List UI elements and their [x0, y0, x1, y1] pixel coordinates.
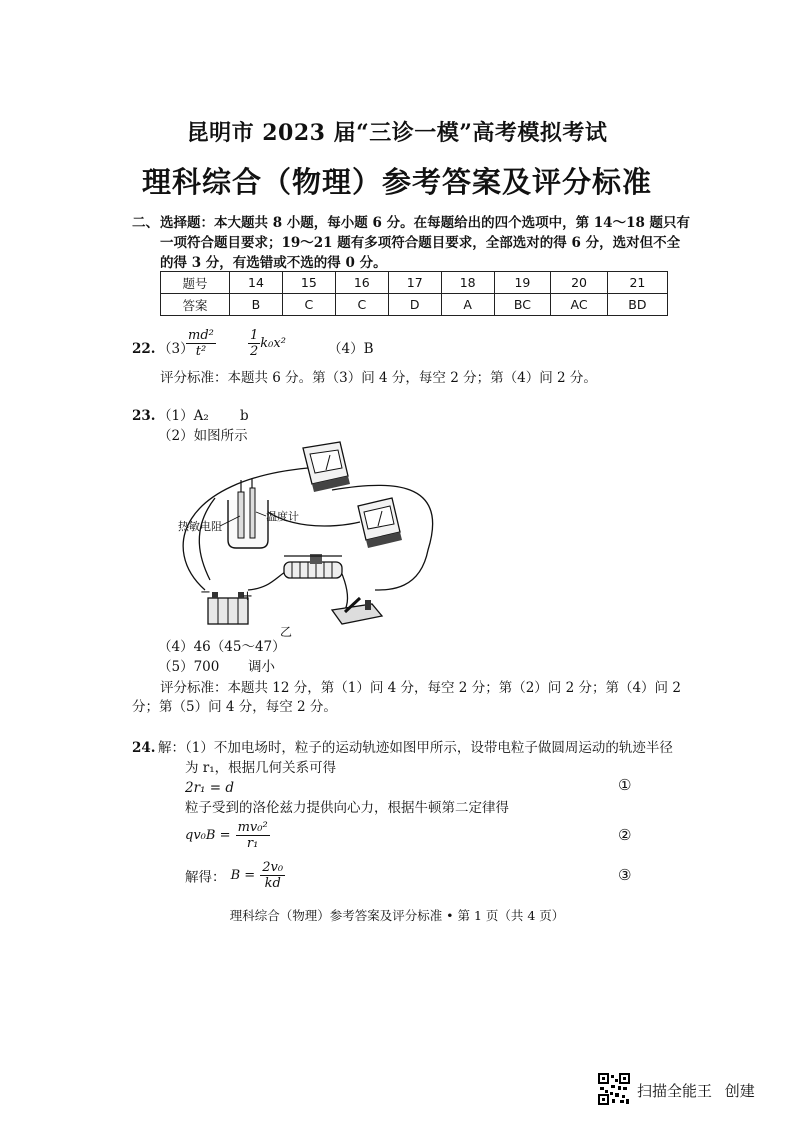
meter-icon	[303, 442, 350, 492]
q24-equation-1: 2r₁ = d	[185, 780, 234, 796]
answer-cell: BD	[607, 294, 667, 316]
answer-cell: C	[335, 294, 388, 316]
question-number: 15	[282, 272, 335, 294]
section-instructions-line1: 选择题：本大题共 8 小题，每小题 6 分。在每题给出的四个选项中，第 14～18 题只有	[160, 215, 691, 231]
section-instructions-line3: 的得 3 分，有选错或不选的得 0 分。	[160, 255, 387, 271]
equation-left: qv₀B =	[185, 828, 231, 843]
q24-line2: 为 r₁，根据几何关系可得	[185, 760, 337, 776]
q22-number: 22.	[132, 341, 156, 357]
answer-cell: AC	[551, 294, 608, 316]
q22-part4: （4）B	[328, 341, 374, 357]
q23-scoring-line1: 评分标准：本题共 12 分，第（1）问 4 分，每空 2 分；第（2）问 2 分；第（4）问 2	[160, 680, 681, 696]
question-number: 16	[335, 272, 388, 294]
watermark-text	[637, 1080, 755, 1101]
q22-scoring: 评分标准：本题共 6 分。第（3）问 4 分，每空 2 分；第（4）问 2 分。	[160, 370, 597, 386]
q24-intro: 解：（1）不加电场时，粒子的运动轨迹如图甲所示，设带电粒子做圆周运动的轨迹半径	[158, 740, 673, 756]
equation-left: B =	[230, 868, 256, 883]
q23-part1-second: b	[240, 408, 249, 424]
question-number: 14	[230, 272, 283, 294]
qr-code-icon	[598, 1073, 630, 1105]
q24-equation-2	[185, 820, 270, 851]
switch-icon	[332, 598, 382, 624]
row-header-number: 题号	[161, 272, 230, 294]
q24-number: 24.	[132, 740, 156, 756]
equation-marker-3: ③	[618, 866, 632, 884]
q24-line3: 粒子受到的洛伦兹力提供向心力，根据牛顿第二定律得	[185, 800, 509, 816]
q23-part5: （5）700	[158, 659, 220, 675]
fraction-numerator: md²	[188, 328, 214, 343]
question-number: 21	[607, 272, 667, 294]
wire	[199, 498, 215, 580]
section-number: 二、	[132, 215, 159, 231]
watermark-action: 创建	[724, 1082, 755, 1100]
circuit-diagram	[160, 440, 460, 640]
answer-table	[160, 271, 668, 316]
section-instructions-line2: 一项符合题目要求；19～21 题有多项符合题目要求，全部选对的得 6 分，选对但不全	[160, 235, 681, 251]
answer-cell: A	[441, 294, 494, 316]
table-row-numbers	[161, 272, 668, 294]
equation-marker-2: ②	[618, 826, 632, 844]
fraction-denominator: 2	[250, 344, 259, 359]
battery-plus-label: +	[242, 589, 253, 604]
diagram-caption: 乙	[280, 625, 293, 639]
q24-equation-3	[185, 860, 285, 891]
q23-part5-second: 调小	[248, 659, 275, 675]
answer-cell: BC	[494, 294, 551, 316]
answer-cell: D	[388, 294, 441, 316]
meter-icon	[358, 498, 402, 548]
fraction-denominator: t²	[195, 344, 207, 359]
wire	[248, 570, 288, 590]
fraction-numerator: 2v₀	[262, 860, 284, 875]
q22-answer-energy	[248, 328, 286, 359]
battery-minus-label: −	[200, 585, 211, 600]
page-footer: 理科综合（物理）参考答案及评分标准 • 第 1 页（共 4 页）	[229, 908, 565, 923]
answer-cell: B	[230, 294, 283, 316]
rheostat-icon	[284, 554, 342, 578]
q22-part3-label: （3）	[158, 341, 194, 357]
q23-part2: （2）如图所示	[158, 428, 248, 444]
equation-marker-1: ①	[618, 776, 632, 794]
document-subtitle: 理科综合（物理）参考答案及评分标准	[141, 165, 652, 199]
fraction-denominator: kd	[264, 876, 281, 891]
q23-number: 23.	[132, 408, 156, 424]
energy-expression: k₀x²	[260, 336, 286, 351]
thermistor-label: 热敏电阻	[178, 520, 222, 533]
q23-scoring-line2: 分；第（5）问 4 分，每空 2 分。	[132, 699, 337, 715]
q23-part4: （4）46（45～47）	[158, 639, 286, 655]
equation-prefix: 解得：	[185, 869, 226, 886]
watermark-brand: 扫描全能王	[637, 1082, 713, 1100]
exam-title: 昆明市 2023 届“三诊一模”高考模拟考试	[186, 120, 608, 146]
fraction-numerator: mv₀²	[237, 820, 268, 835]
fraction-numerator: 1	[250, 328, 259, 343]
thermometer-label: 温度计	[266, 510, 299, 523]
question-number: 20	[551, 272, 608, 294]
fraction-denominator: r₁	[246, 836, 259, 851]
question-number: 19	[494, 272, 551, 294]
beaker-icon	[228, 478, 268, 548]
row-header-answer: 答案	[161, 294, 230, 316]
question-number: 18	[441, 272, 494, 294]
answer-cell: C	[282, 294, 335, 316]
q23-part1: （1）A₂	[158, 408, 209, 424]
q22-answer-fraction	[186, 328, 216, 359]
table-row-answers	[161, 294, 668, 316]
question-number: 17	[388, 272, 441, 294]
